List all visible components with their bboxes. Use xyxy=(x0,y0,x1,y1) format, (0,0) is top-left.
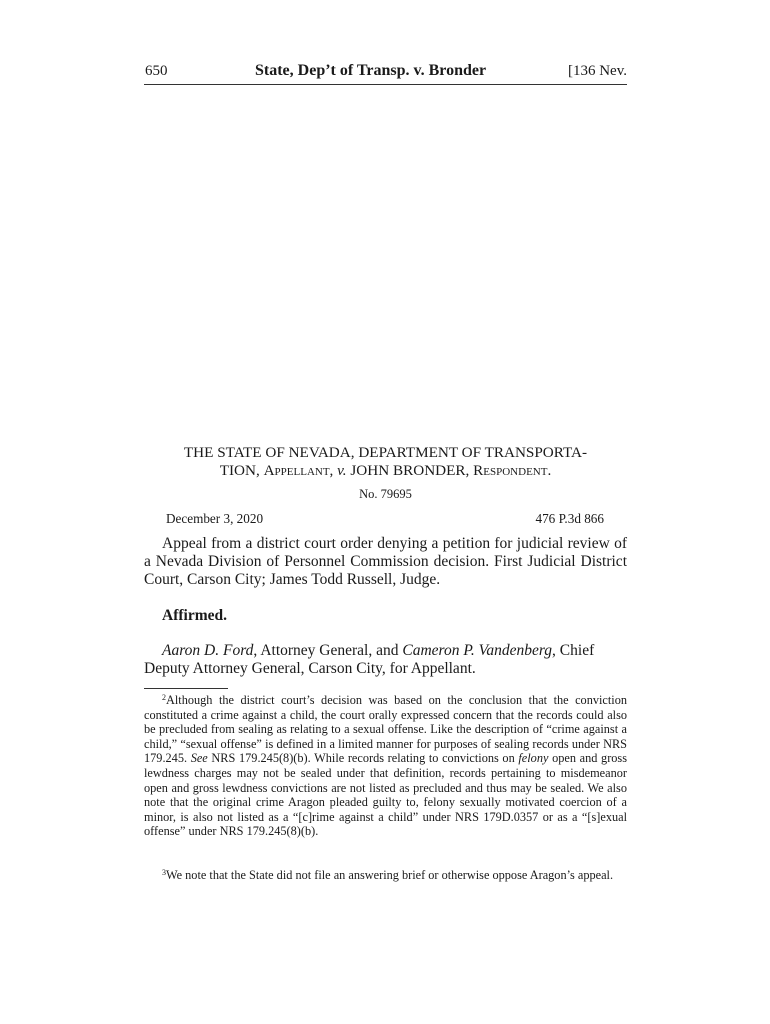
appellant-label: Appellant, xyxy=(263,462,334,479)
footnote-2-marker: 2 xyxy=(162,693,166,702)
versus: v. xyxy=(337,462,347,479)
footnote-3-marker: 3 xyxy=(162,868,166,877)
attorney-title-2: , Chief Deputy Attorney General, Carson City, for Appellant. xyxy=(144,642,595,677)
counsel-listing xyxy=(144,642,627,678)
page-number: 650 xyxy=(145,63,168,79)
attorney-name-1: Aaron D. Ford xyxy=(162,642,254,659)
volume-reference: [136 Nev. xyxy=(567,63,627,79)
footnote-2-felony: felony xyxy=(518,751,549,766)
case-caption xyxy=(144,444,627,480)
running-header xyxy=(144,60,627,85)
footnote-divider xyxy=(144,688,228,689)
respondent-label: Respondent. xyxy=(473,462,552,479)
reporter-citation: 476 P.3d 866 xyxy=(535,511,604,526)
docket-number: No. 79695 xyxy=(359,487,412,501)
footnote-2-text-c: open and gross lewdness charges may not be sealed under that definition, records pertaining to misdemeanor open and gross lewdness convictions are not listed as precluded and thus may be sealed. We also note that the original crime Aragon pleaded guilty to, felony sexually motivated coercion of a minor, is also not listed as a “[c]rime against a child” under NRS 179D.0357 or as a “[s]exual offense” under NRS 179.245(8)(b). xyxy=(144,751,628,839)
decision-date: December 3, 2020 xyxy=(166,511,264,526)
caption-line-2-start: TION, xyxy=(219,462,264,479)
attorney-title-1: , Attorney General, and xyxy=(253,642,403,659)
footnote-2-see: See xyxy=(190,751,208,766)
dateline xyxy=(166,511,604,527)
running-title: State, Dep’t of Transp. v. Bronder xyxy=(255,62,487,79)
attorney-name-2: Cameron P. Vandenberg xyxy=(402,642,553,659)
caption-line-2 xyxy=(144,462,627,480)
disposition: Affirmed. xyxy=(162,607,227,624)
respondent-name: JOHN BRONDER, xyxy=(350,462,470,479)
syllabus: Appeal from a district court order denying a petition for judicial review of a Nevada Division of Personnel Commission decision. First Judicial District Court, Carson City; James Todd Russell, Judge. xyxy=(144,535,627,588)
caption-line-1: THE STATE OF NEVADA, DEPARTMENT OF TRANSPORTA- xyxy=(183,444,588,461)
footnote-2 xyxy=(144,693,627,839)
footnote-2-text-a: Although the district court’s decision was based on the conclusion that the conviction constituted a crime against a child, the court orally expressed concern that the records could also be precluded from sealing as relating to a sexual offense. Like the description of “crime against a child,” “sexual offense” is defined in a limited manner for purposes of sealing records under NRS 179.245. xyxy=(144,693,627,766)
footnote-3-text: We note that the State did not file an answering brief or otherwise oppose Aragon’s appeal. xyxy=(166,868,614,882)
footnote-2-text-b: NRS 179.245(8)(b). While records relating to convictions on xyxy=(207,751,519,766)
footnote-3 xyxy=(144,868,627,883)
